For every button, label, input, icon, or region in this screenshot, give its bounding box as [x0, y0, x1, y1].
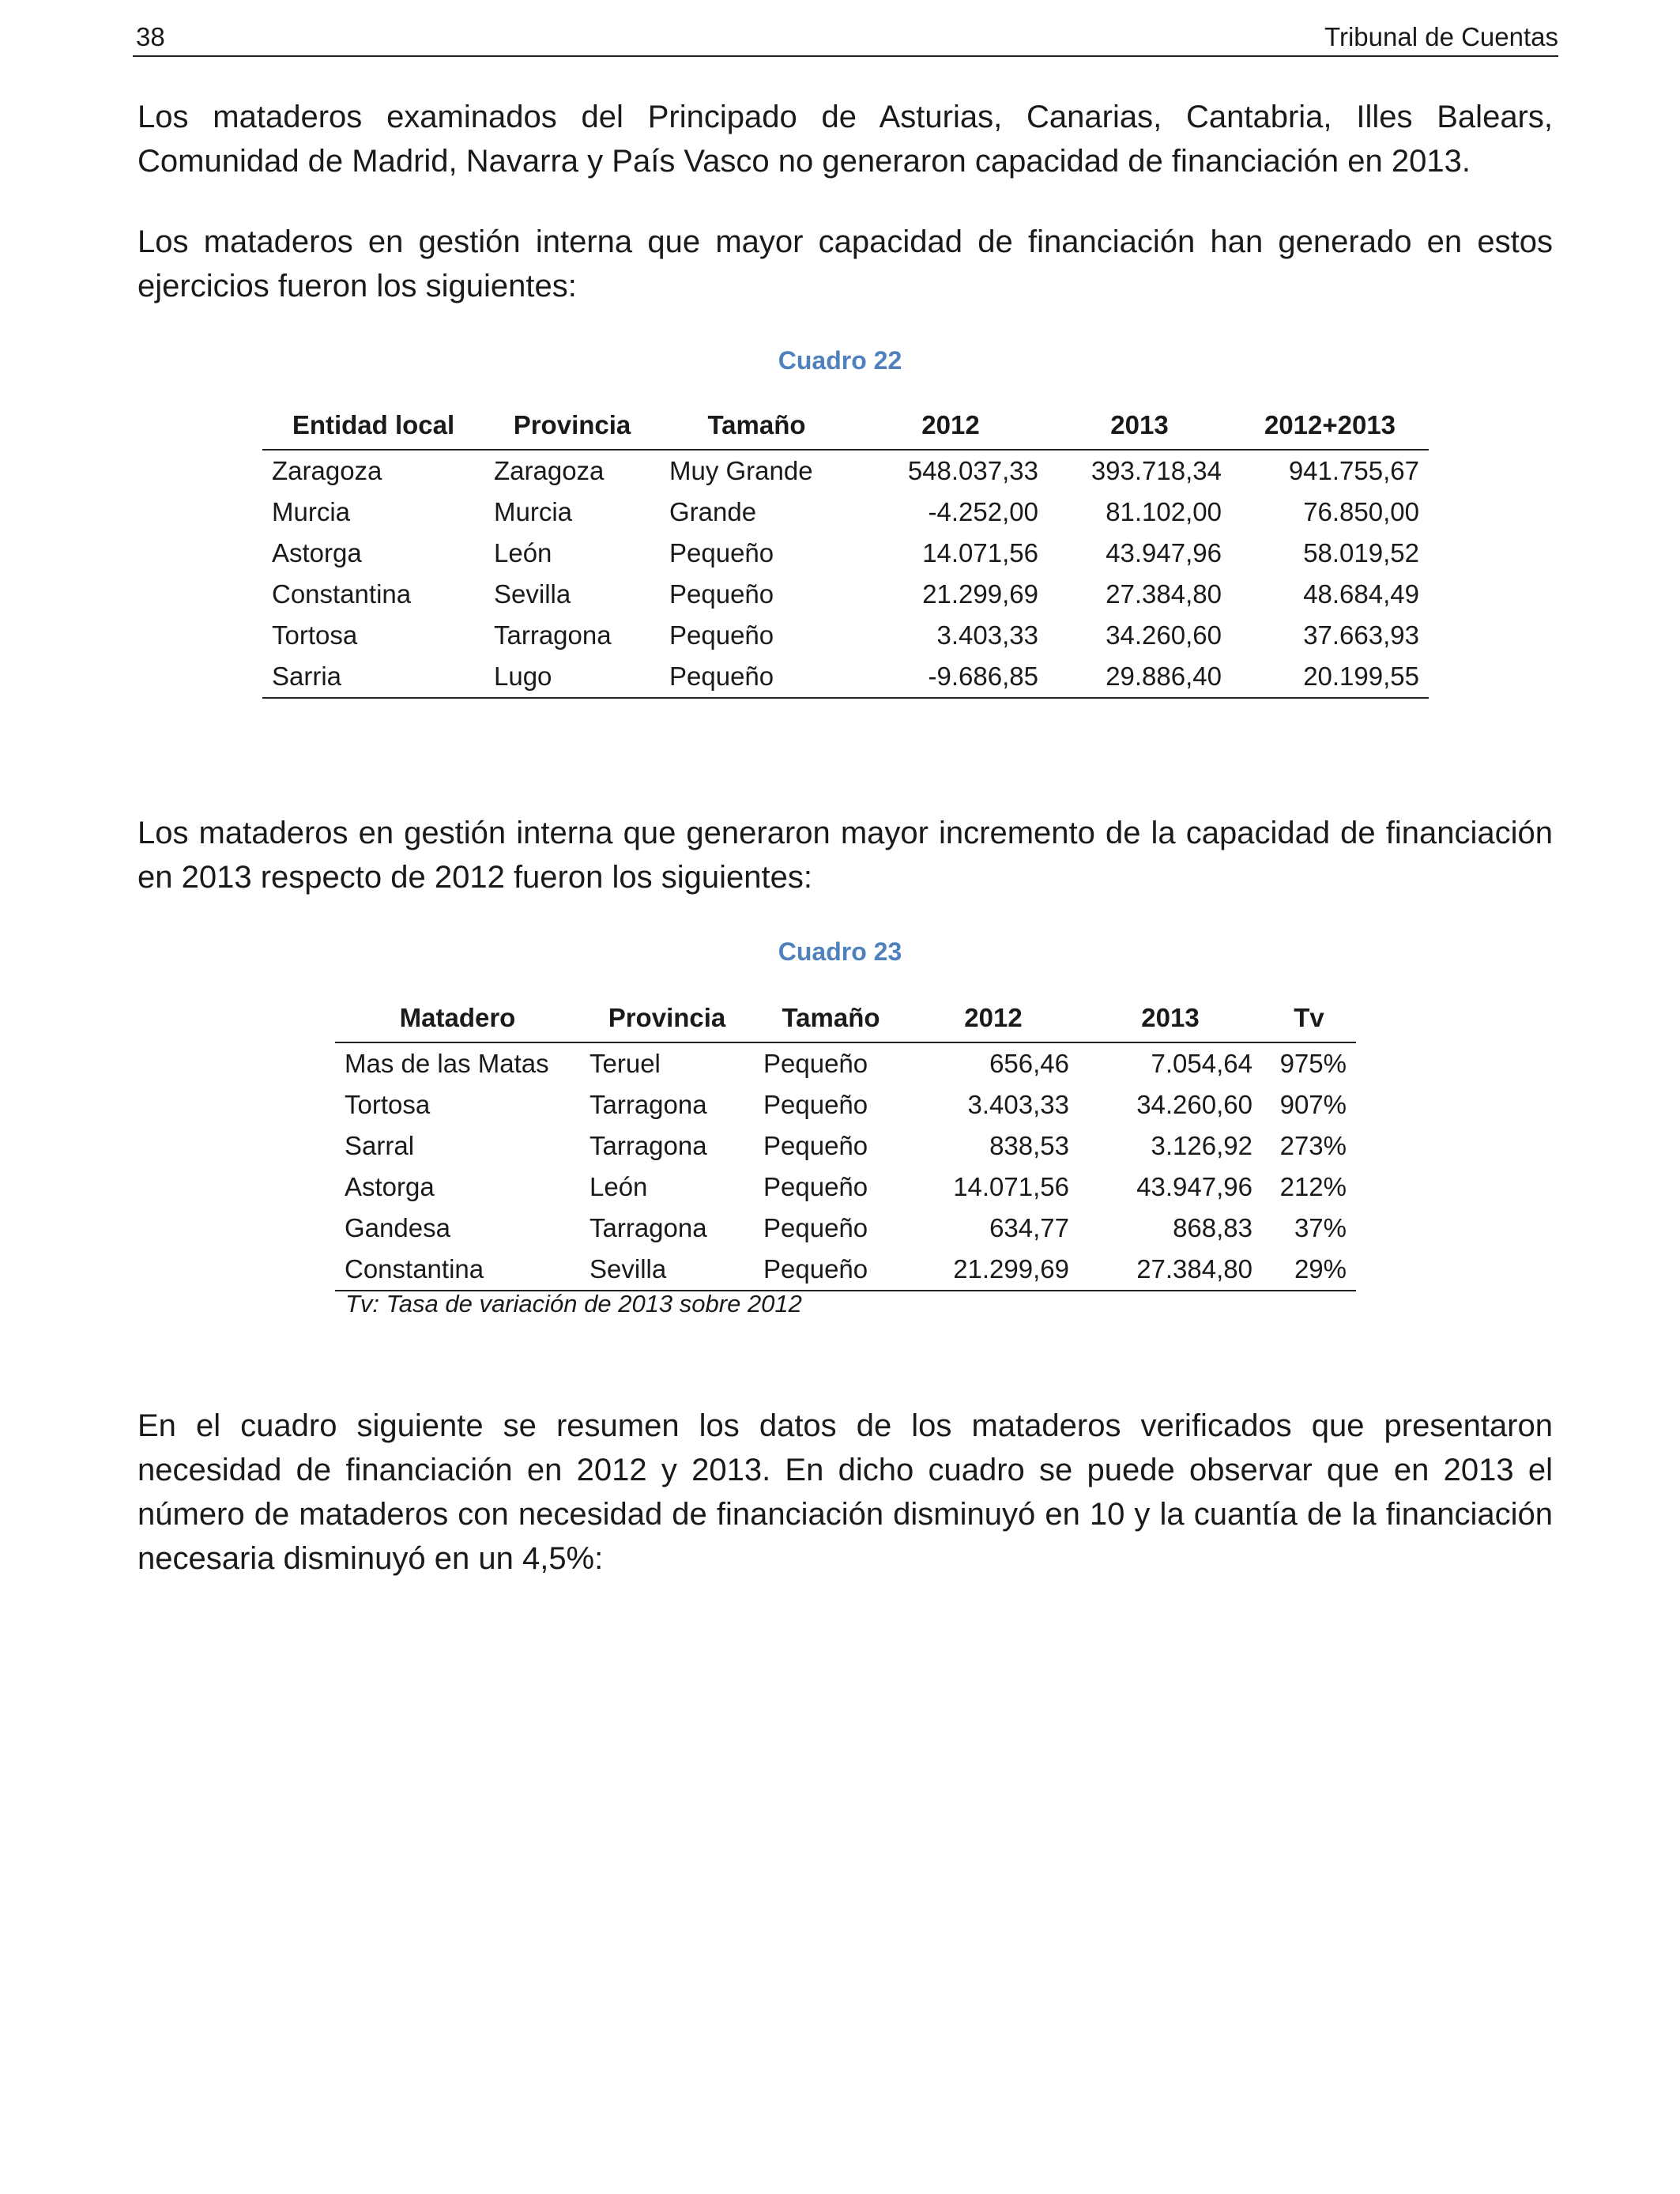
table-cell: Pequeño: [669, 579, 774, 609]
table-cell: 3.403,33: [936, 620, 1038, 650]
table-cell: Murcia: [272, 497, 351, 526]
table-cell: Pequeño: [754, 1249, 908, 1291]
table-cell: 29%: [1262, 1249, 1356, 1291]
table-cell: Astorga: [345, 1172, 435, 1201]
header-rule: [133, 55, 1558, 57]
table-row: [335, 1042, 1356, 1084]
table-cell: 37.663,93: [1303, 620, 1419, 650]
table-cuadro-22: [262, 401, 1429, 699]
table22-col-provincia: Provincia: [484, 401, 660, 450]
table-row: [262, 533, 1429, 574]
table-cell: Pequeño: [763, 1090, 868, 1119]
table23-footnote: Tv: Tasa de variación de 2013 sobre 2012: [345, 1290, 802, 1318]
table-cell: 975%: [1279, 1049, 1347, 1078]
paragraph-3: Los mataderos en gestión interna que generaron mayor incremento de la capacidad de financiación en 2013 respecto de 2012 fueron los siguientes:: [137, 816, 1553, 895]
table-cell: 393.718,34: [1090, 456, 1222, 485]
table23-caption: Cuadro 23: [778, 937, 902, 966]
table-cell: 3.403,33: [967, 1090, 1069, 1119]
table-cell: 43.947,96: [1106, 538, 1222, 567]
table-cell: León: [494, 538, 552, 567]
table22-col-entidad: Entidad local: [262, 401, 484, 450]
table-cell: Pequeño: [763, 1172, 868, 1201]
paragraph-4: En el cuadro siguiente se resumen los datos de los mataderos verificados que presentaron necesidad de financiación en 2012 y 2013. En dicho cuadro se puede observar que en 2013 el número de mataderos con necesidad de financiación disminuyó en 10 y la cuantía de la financiación necesaria disminuyó en un 4,5%:: [137, 1408, 1553, 1576]
table-row: [335, 1208, 1356, 1249]
table-cell: 3.126,92: [1151, 1131, 1252, 1160]
table-cell: 7.054,64: [1151, 1049, 1252, 1078]
table-cell: Astorga: [272, 538, 362, 567]
table-cell: 20.199,55: [1231, 656, 1429, 698]
page-header: [136, 14, 1558, 52]
table-row: [335, 1249, 1356, 1291]
table-row: [262, 656, 1429, 698]
table-cell: Pequeño: [669, 620, 774, 650]
table23-col-2013: 2013: [1079, 994, 1262, 1042]
table-row: [335, 1125, 1356, 1167]
table-row: [262, 615, 1429, 656]
table-row: [262, 574, 1429, 615]
table-cell: 656,46: [989, 1049, 1069, 1078]
table22-caption: Cuadro 22: [778, 346, 902, 375]
table-cell: Sarria: [262, 656, 484, 698]
table23-col-tamano: Tamaño: [754, 994, 908, 1042]
table-cell: 58.019,52: [1303, 538, 1419, 567]
table-cell: 21.299,69: [908, 1249, 1079, 1291]
table22-col-total: 2012+2013: [1231, 401, 1429, 450]
table22-col-2012: 2012: [853, 401, 1048, 450]
table-row: [335, 1084, 1356, 1125]
table-cell: 868,83: [1173, 1213, 1252, 1242]
table-cell: 29.886,40: [1048, 656, 1231, 698]
table-cell: Sevilla: [494, 579, 571, 609]
table-cell: Pequeño: [763, 1049, 868, 1078]
table22-col-2013: 2013: [1048, 401, 1231, 450]
table-row: [262, 492, 1429, 533]
table-cell: 34.260,60: [1106, 620, 1222, 650]
table-cell: Zaragoza: [272, 456, 382, 485]
table22-header-row: [262, 401, 1429, 450]
table-row: [335, 1167, 1356, 1208]
table-cell: León: [590, 1172, 648, 1201]
table-cell: Lugo: [484, 656, 660, 698]
table-cell: Constantina: [272, 579, 412, 609]
table-cell: 76.850,00: [1303, 497, 1419, 526]
table-cell: -9.686,85: [853, 656, 1048, 698]
table-cell: 37%: [1294, 1213, 1347, 1242]
table-cell: Mas de las Matas: [345, 1049, 549, 1078]
header-institution: Tribunal de Cuentas: [1324, 22, 1558, 51]
table-cell: Sarral: [345, 1131, 415, 1160]
table-cell: 548.037,33: [907, 456, 1038, 485]
table-cell: -4.252,00: [928, 497, 1038, 526]
table-cell: Tarragona: [590, 1090, 707, 1119]
table-cell: Tortosa: [345, 1090, 431, 1119]
table-cell: Sevilla: [580, 1249, 754, 1291]
table-cell: Gandesa: [345, 1213, 450, 1242]
table-cell: Pequeño: [669, 538, 774, 567]
table23-col-tv: Tv: [1262, 994, 1356, 1042]
table-cell: Grande: [669, 497, 757, 526]
table-cell: Teruel: [590, 1049, 661, 1078]
table-cell: 14.071,56: [922, 538, 1038, 567]
table-cell: 212%: [1279, 1172, 1347, 1201]
table-row: [262, 450, 1429, 492]
paragraph-1: Los mataderos examinados del Principado de Asturias, Canarias, Cantabria, Illes Balears, Comunidad de Madrid, Navarra y País Vasco no generaron capacidad de financiación en 2013.: [137, 100, 1553, 179]
table22-col-tamano: Tamaño: [660, 401, 853, 450]
table-cell: 43.947,96: [1136, 1172, 1252, 1201]
table-cell: Pequeño: [763, 1131, 868, 1160]
table-cell: 907%: [1279, 1090, 1347, 1119]
table-cell: 34.260,60: [1136, 1090, 1252, 1119]
table-cell: 634,77: [989, 1213, 1069, 1242]
table-cell: 273%: [1279, 1131, 1347, 1160]
table-cell: Muy Grande: [669, 456, 813, 485]
page-number: 38: [136, 22, 165, 51]
table-cell: Murcia: [494, 497, 573, 526]
table23-col-provincia: Provincia: [580, 994, 754, 1042]
table-cell: 27.384,80: [1106, 579, 1222, 609]
table-cuadro-23: [335, 994, 1356, 1291]
table-cell: Tortosa: [272, 620, 358, 650]
table23-col-matadero: Matadero: [335, 994, 580, 1042]
table-cell: 941.755,67: [1288, 456, 1419, 485]
table23-col-2012: 2012: [908, 994, 1079, 1042]
table-cell: 81.102,00: [1106, 497, 1222, 526]
table-cell: 838,53: [989, 1131, 1069, 1160]
table23-header-row: [335, 994, 1356, 1042]
table-cell: 27.384,80: [1079, 1249, 1262, 1291]
table-cell: Tarragona: [590, 1131, 707, 1160]
table-cell: 14.071,56: [953, 1172, 1069, 1201]
table-cell: 48.684,49: [1303, 579, 1419, 609]
table-cell: Tarragona: [590, 1213, 707, 1242]
table-cell: Tarragona: [494, 620, 612, 650]
table-cell: Pequeño: [660, 656, 853, 698]
table-cell: Zaragoza: [494, 456, 605, 485]
table-cell: Pequeño: [763, 1213, 868, 1242]
table-cell: 21.299,69: [922, 579, 1038, 609]
table-cell: Constantina: [335, 1249, 580, 1291]
paragraph-2: Los mataderos en gestión interna que mayor capacidad de financiación han generado en estos ejercicios fueron los siguientes:: [137, 224, 1553, 303]
